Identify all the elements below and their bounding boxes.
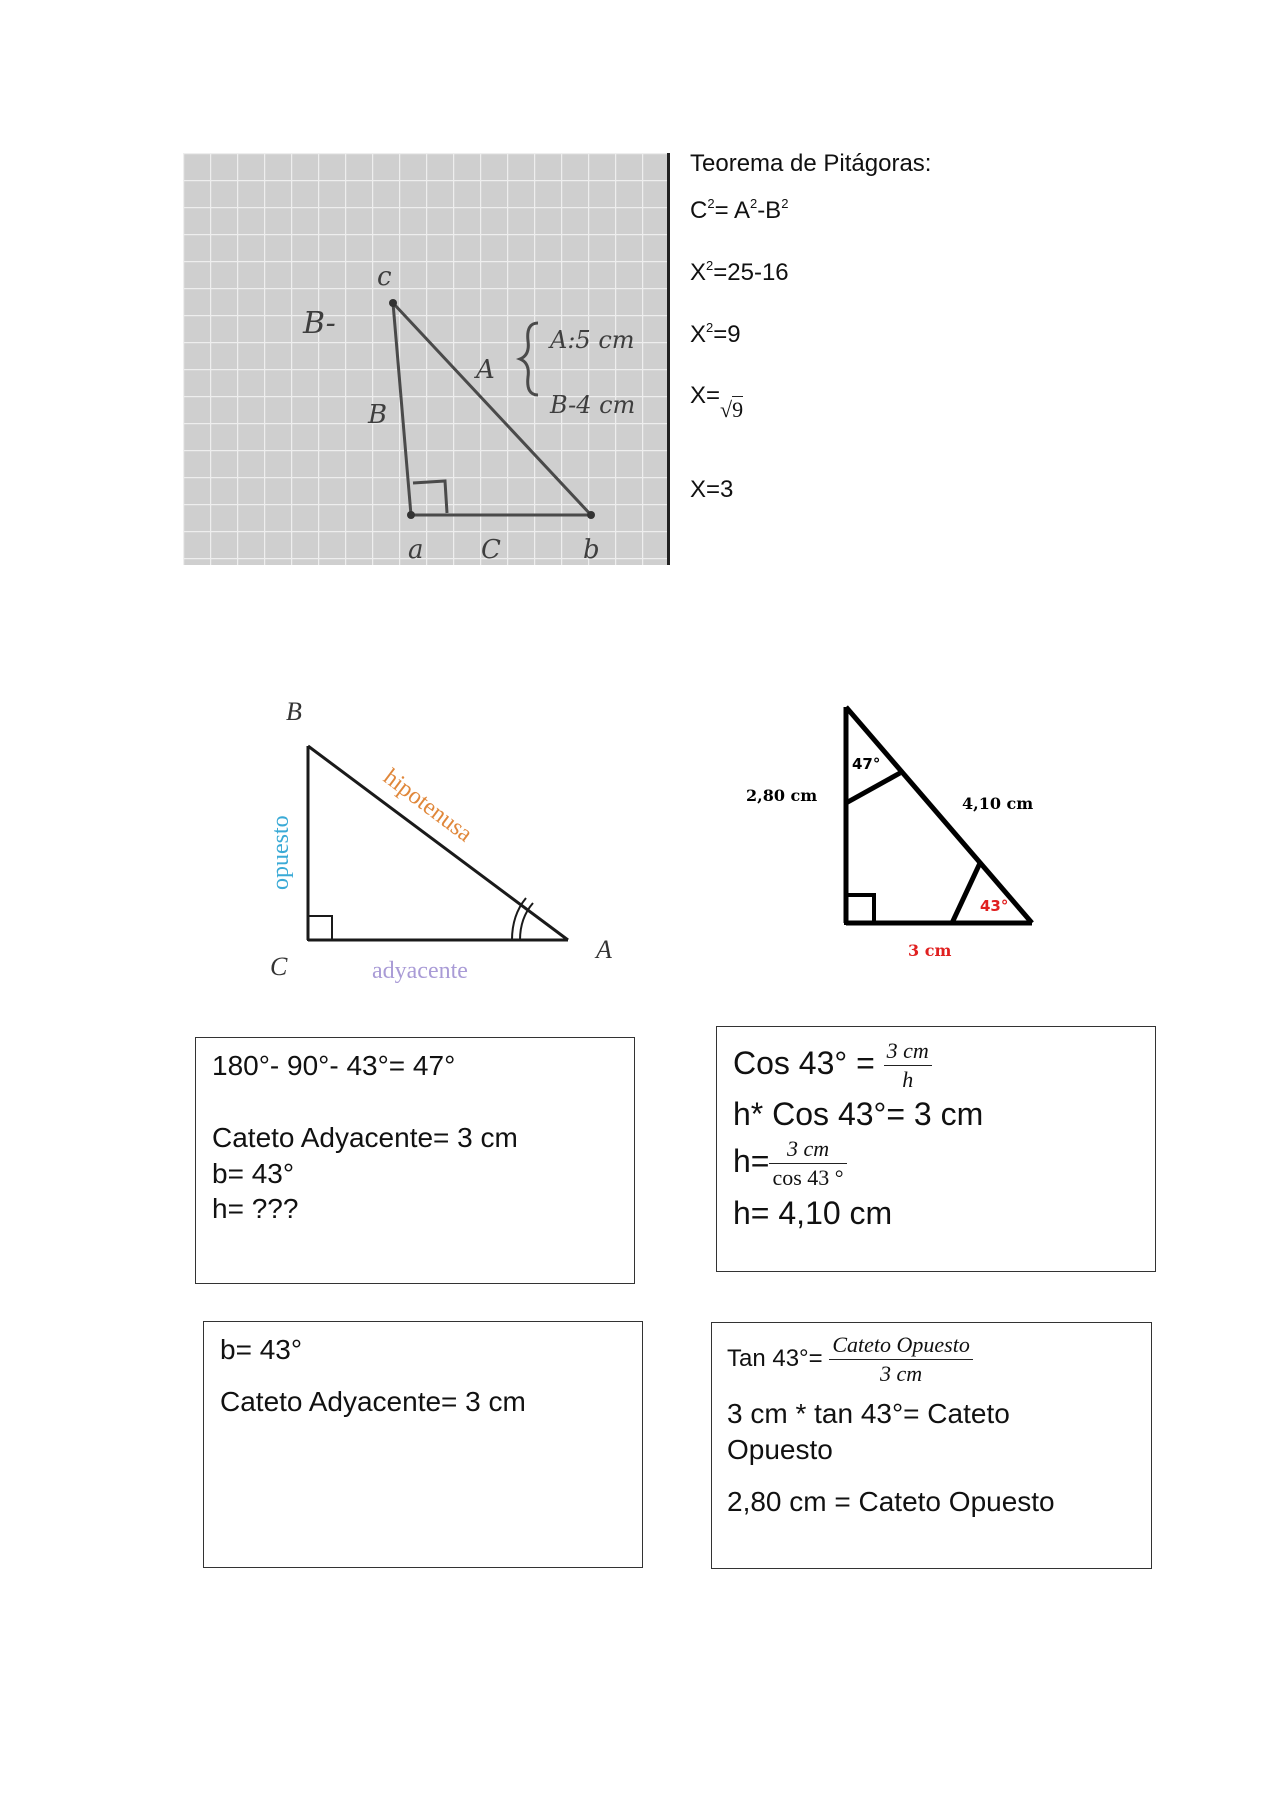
- vertex-a-label: A: [596, 935, 612, 964]
- grid-paper: [183, 153, 670, 565]
- h-fraction: $\frac{3 cm}{\cos 43 ^\circ}$: [769, 1135, 846, 1192]
- adjacent-label: adyacente: [372, 958, 468, 984]
- pythagoras-title: Teorema de Pitágoras:: [690, 150, 932, 177]
- pythagoras-line-4: X=√9: [690, 382, 744, 422]
- opposite-label: opuesto: [268, 815, 294, 890]
- box-given-values: [203, 1321, 643, 1568]
- box4-line-3: 2,80 cm = Cateto Opuesto: [727, 1485, 1055, 1517]
- box2-cos-line: Cos 43° = $\frac{3 cm}{h}$: [733, 1037, 1139, 1094]
- box4-line-2: 3 cm * tan 43°= Cateto Opuesto: [727, 1398, 1010, 1466]
- pythagoras-line-3: $X^2=9$: [690, 320, 741, 348]
- handwritten-triangle-figure: [183, 153, 670, 565]
- vertex-c-label: C: [270, 952, 288, 981]
- box3-line-1: b= 43°: [220, 1334, 303, 1365]
- box2-line-2: h* Cos 43°= 3 cm: [733, 1096, 984, 1133]
- angle-43-label: 43°: [980, 897, 1009, 915]
- cos-fraction: $\frac{3 cm}{h}$: [884, 1037, 932, 1094]
- box1-line-3: b= 43°: [212, 1157, 295, 1189]
- photo-edge-divider: [667, 153, 670, 565]
- box2-h-line: h= $\frac{3 cm}{\cos 43 ^\circ}$: [733, 1135, 1139, 1192]
- labeled-right-triangle: [250, 690, 630, 1000]
- box4-tan-line: Tan 43°= $\frac{\text{Cateto Opuesto}}{3 cm}$: [727, 1331, 1136, 1388]
- box3-line-2: Cateto Adyacente= 3 cm: [220, 1385, 526, 1417]
- photo-label-side-b: B: [368, 400, 388, 430]
- measured-triangle: [740, 695, 1060, 965]
- photo-label-hyp: A: [476, 355, 495, 385]
- box2-line-4: h= 4,10 cm: [733, 1194, 893, 1231]
- sqrt-radicand: 9: [732, 397, 744, 422]
- hypotenuse-label: hipotenusa: [378, 764, 478, 848]
- vertex-b-label: B: [286, 697, 302, 726]
- pythagoras-line-2: $X^2=25-16$: [690, 258, 789, 286]
- box1-line-2: Cateto Adyacente= 3 cm: [212, 1121, 518, 1153]
- handwritten-triangle-photo: [183, 153, 670, 565]
- box-tangent-calc: [711, 1322, 1152, 1569]
- photo-label-bottom-b: b: [583, 535, 600, 565]
- side-left-label: 2,80 cm: [746, 786, 818, 805]
- side-hyp-label: 4,10 cm: [962, 794, 1034, 813]
- box-angle-calc: [195, 1037, 635, 1284]
- photo-label-bottom-a: a: [408, 535, 424, 565]
- photo-label-a-value: A:5 cm: [550, 326, 635, 354]
- box1-line-1: 180°- 90°- 43°= 47°: [212, 1050, 456, 1081]
- box1-line-4: h= ???: [212, 1193, 299, 1225]
- photo-label-b-value: B-4 cm: [550, 391, 636, 419]
- side-base-label: 3 cm: [908, 941, 952, 960]
- angle-47-label: 47°: [852, 755, 881, 773]
- pythagoras-line-1: $C^2= A^2-B^2$: [690, 196, 789, 224]
- photo-label-vertex-top: c: [377, 262, 392, 292]
- photo-label-bottom-c: C: [481, 535, 501, 565]
- photo-label-b-mark: B-: [303, 306, 336, 341]
- pythagoras-line-5: X=3: [690, 476, 734, 503]
- box-cosine-calc: [716, 1026, 1156, 1272]
- tan-fraction: $\frac{\text{Cateto Opuesto}}{3 cm}$: [829, 1331, 973, 1388]
